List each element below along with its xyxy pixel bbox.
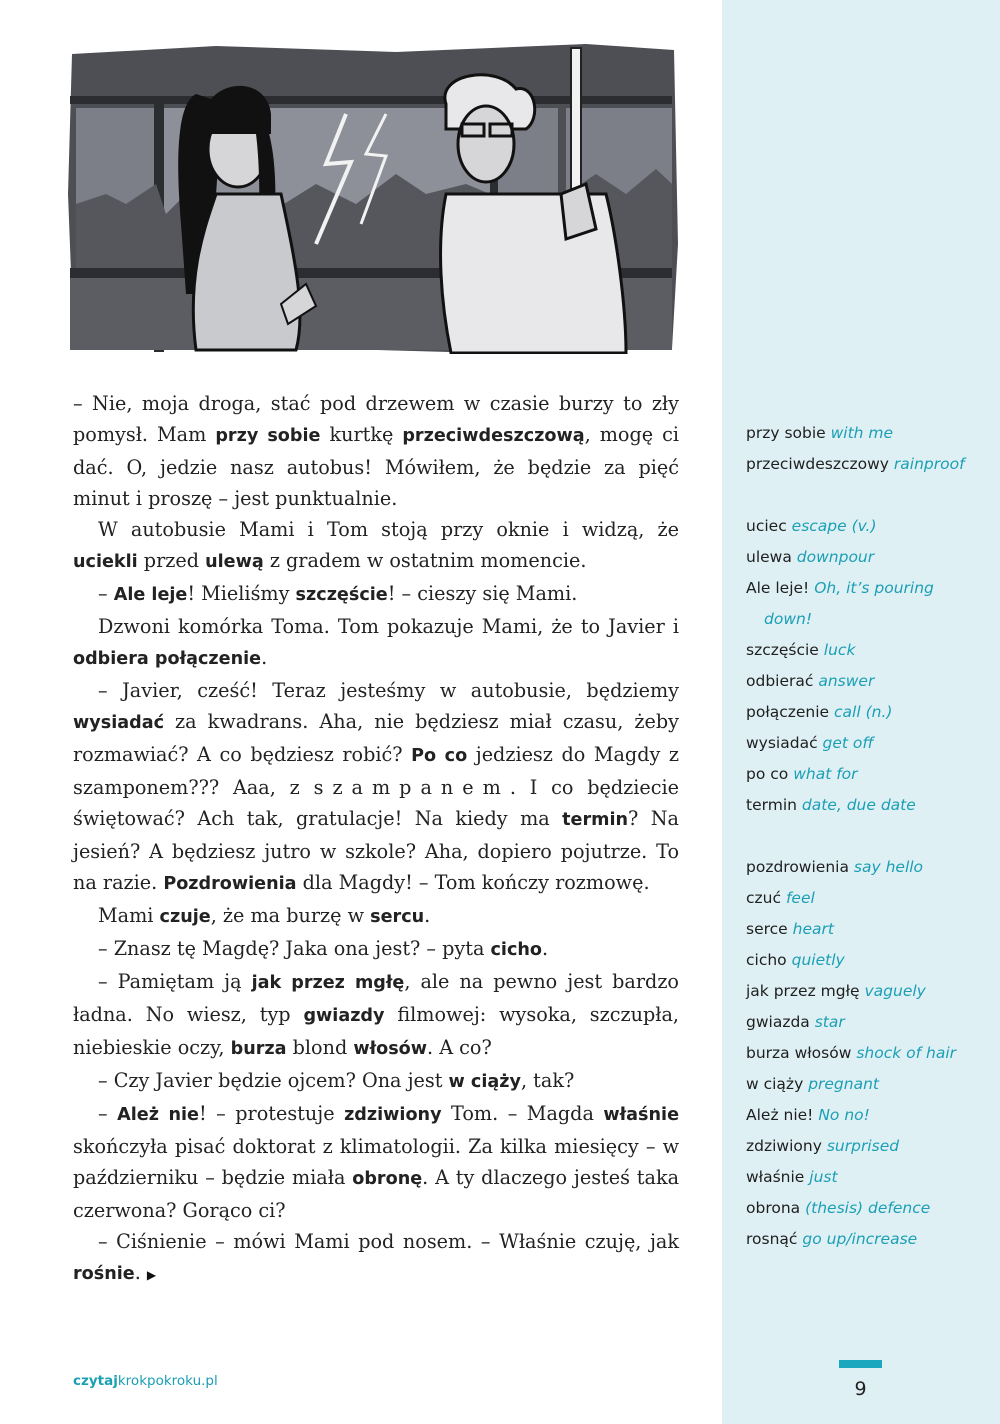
glossary-translation: call (n.) — [834, 703, 893, 721]
glossary-translation: downpour — [796, 548, 875, 566]
glossary-term: przeciwdeszczowy — [746, 455, 889, 473]
glossary-entry — [746, 728, 996, 759]
glossary-translation: star — [814, 1013, 845, 1031]
glossary-keyword: zdziwiony — [344, 1105, 442, 1125]
glossary-entry — [746, 1100, 996, 1131]
story-paragraph: – Javier, cześć! Teraz jesteśmy w autobusie, będziemy wysiadać za kwadrans. Aha, nie będziesz miał czasu, żeby rozmawiać? A co będziesz robić? Po co jedziesz do Magdy z szamponem??? Aaa, z szampanem. I co będziecie świętować? Ach tak, gratulacje! Na kiedy ma termin? Na jesień? A będziesz jutro w szkole? Aha, dopiero pojutrze. To na razie. Pozdrowienia dla Magdy! – Tom kończy rozmowę. — [73, 679, 679, 894]
glossary-keyword: uciekli — [73, 552, 138, 572]
glossary-term: burza włosów — [746, 1044, 852, 1062]
glossary-group-1 — [746, 418, 996, 480]
story-paragraph: – Ależ nie! – protestuje zdziwiony Tom. – Magda właśnie skończyła pisać doktorat z klimatologii. Za kilka miesięcy – w październiku – będzie miała obronę. A ty dlaczego jesteś taka czerwona? Gorąco ci? — [73, 1102, 680, 1222]
glossary-term: Ależ nie! — [746, 1106, 814, 1124]
glossary-translation-continued: down! — [764, 610, 813, 628]
glossary-term: jak przez mgłę — [746, 982, 860, 1000]
glossary-group-2 — [746, 511, 996, 821]
glossary-entry — [746, 914, 996, 945]
story-paragraph: – Nie, moja droga, stać pod drzewem w czasie burzy to zły pomysł. Mam przy sobie kurtkę przeciwdeszczową, mogę ci dać. O, jedzie nasz autobus! Mówiłem, że będzie za pięć minut i proszę – jest punktualnie. — [73, 392, 679, 510]
glossary-translation: quietly — [791, 951, 845, 969]
story-paragraph: – Znasz tę Magdę? Jaka ona jest? – pyta cicho. — [98, 937, 549, 960]
glossary-translation: feel — [785, 889, 815, 907]
glossary-term: przy sobie — [746, 424, 826, 442]
glossary-keyword: Ale leje — [113, 585, 188, 605]
glossary-entry — [746, 1224, 996, 1255]
glossary-term: cicho — [746, 951, 787, 969]
glossary-entry — [746, 697, 996, 728]
glossary-entry — [746, 790, 996, 821]
glossary-translation: heart — [792, 920, 834, 938]
glossary-entry — [746, 1069, 996, 1100]
glossary-translation: go up/increase — [802, 1230, 918, 1248]
glossary-term: obrona — [746, 1199, 801, 1217]
glossary-entry — [746, 511, 996, 542]
glossary-entry — [746, 666, 996, 697]
glossary-keyword: przeciwdeszczową — [402, 426, 585, 446]
glossary-translation: date, due date — [801, 796, 916, 814]
glossary-translation: vaguely — [864, 982, 926, 1000]
glossary-term: serce — [746, 920, 788, 938]
bus-storm-illustration — [66, 44, 680, 354]
glossary-translation: what for — [793, 765, 858, 783]
glossary-entry — [746, 1193, 996, 1224]
glossary-translation: No no! — [818, 1106, 870, 1124]
glossary-entry — [746, 449, 996, 480]
glossary-entry — [746, 852, 996, 883]
page-number: 9 — [854, 1378, 867, 1400]
glossary-translation: shock of hair — [856, 1044, 957, 1062]
glossary-entry — [746, 542, 996, 573]
story-paragraph: W autobusie Mami i Tom stoją przy oknie i widzą, że uciekli przed ulewą z gradem w ostatnim momencie. — [73, 518, 679, 572]
glossary-entry — [746, 1038, 996, 1069]
glossary-term: odbierać — [746, 672, 814, 690]
glossary-term: połączenie — [746, 703, 830, 721]
glossary-keyword: cicho — [490, 940, 543, 960]
glossary-keyword: jak przez mgłę — [251, 973, 405, 993]
glossary-translation: with me — [830, 424, 894, 442]
story-paragraph-last: – Ciśnienie – mówi Mami pod nosem. – Właśnie czuję, jak rośnie. ▶ — [73, 1230, 679, 1284]
glossary-entry — [746, 759, 996, 790]
glossary-term: po co — [746, 765, 789, 783]
glossary-translation: answer — [818, 672, 875, 690]
glossary-translation: escape (v.) — [791, 517, 877, 535]
glossary-keyword: przy sobie — [215, 426, 321, 446]
glossary-keyword: włosów — [353, 1039, 428, 1059]
glossary-translation: rainproof — [893, 455, 965, 473]
glossary-term: pozdrowienia — [746, 858, 849, 876]
glossary-entry — [746, 418, 996, 449]
glossary-keyword: sercu — [370, 907, 425, 927]
glossary-keyword: w ciąży — [448, 1072, 521, 1092]
glossary-entry — [746, 945, 996, 976]
glossary-keyword: odbiera połączenie — [73, 649, 262, 669]
glossary-translation: (thesis) defence — [805, 1199, 931, 1217]
glossary-keyword: szczęście — [295, 585, 388, 605]
story-paragraph: – Pamiętam ją jak przez mgłę, ale na pewno jest bardzo ładna. No wiesz, typ gwiazdy filmowej: wysoka, szczupła, niebieskie oczy, burza blond włosów. A co? — [73, 970, 679, 1059]
glossary-translation: pregnant — [808, 1075, 879, 1093]
story-paragraph: Dzwoni komórka Toma. Tom pokazuje Mami, że to Javier i odbiera połączenie. — [73, 615, 679, 669]
glossary — [746, 418, 996, 1255]
glossary-translation: surprised — [826, 1137, 900, 1155]
glossary-translation: luck — [823, 641, 856, 659]
website-link[interactable] — [73, 1373, 218, 1389]
glossary-entry — [746, 573, 996, 635]
glossary-entry — [746, 883, 996, 914]
glossary-translation: just — [809, 1168, 838, 1186]
glossary-keyword: wysiadać — [73, 713, 164, 733]
glossary-term: wysiadać — [746, 734, 818, 752]
glossary-translation: say hello — [853, 858, 924, 876]
glossary-group-3 — [746, 852, 996, 1255]
page-number-bar — [839, 1360, 882, 1368]
glossary-translation: get off — [822, 734, 874, 752]
glossary-entry — [746, 1007, 996, 1038]
glossary-term: rosnąć — [746, 1230, 798, 1248]
website-rest: krokpokroku.pl — [117, 1373, 218, 1389]
glossary-keyword: gwiazdy — [303, 1006, 385, 1026]
glossary-keyword: Pozdrowienia — [163, 874, 297, 894]
story-text — [73, 388, 679, 1291]
glossary-keyword: ulewą — [205, 552, 264, 572]
glossary-keyword: czuje — [159, 907, 211, 927]
glossary-term: Ale leje! — [746, 579, 810, 597]
glossary-term: uciec — [746, 517, 787, 535]
glossary-term: w ciąży — [746, 1075, 804, 1093]
glossary-term: właśnie — [746, 1168, 805, 1186]
website-bold: czytaj — [73, 1373, 118, 1389]
end-of-chapter-arrow-icon: ▶ — [146, 1268, 157, 1282]
glossary-translation: Oh, it’s pouring — [814, 579, 934, 597]
spaced-word: szampanem — [313, 776, 510, 799]
story-paragraph: Mami czuje, że ma burzę w sercu. — [98, 904, 431, 927]
glossary-term: czuć — [746, 889, 782, 907]
glossary-entry — [746, 1131, 996, 1162]
glossary-entry — [746, 635, 996, 666]
glossary-keyword: termin — [562, 810, 629, 830]
glossary-keyword: Ależ nie — [117, 1105, 199, 1125]
glossary-keyword: Po co — [411, 746, 468, 766]
glossary-keyword: właśnie — [603, 1105, 680, 1125]
glossary-term: zdziwiony — [746, 1137, 822, 1155]
glossary-keyword: obronę — [352, 1169, 423, 1189]
glossary-term: szczęście — [746, 641, 819, 659]
glossary-term: ulewa — [746, 548, 792, 566]
story-paragraph: – Ale leje! Mieliśmy szczęście! – cieszy się Mami. — [98, 582, 578, 605]
glossary-keyword: rośnie — [73, 1264, 135, 1284]
glossary-term: gwiazda — [746, 1013, 810, 1031]
story-paragraph: – Czy Javier będzie ojcem? Ona jest w ciąży, tak? — [98, 1069, 575, 1092]
glossary-entry — [746, 1162, 996, 1193]
glossary-entry — [746, 976, 996, 1007]
glossary-keyword: burza — [230, 1039, 287, 1059]
glossary-term: termin — [746, 796, 797, 814]
